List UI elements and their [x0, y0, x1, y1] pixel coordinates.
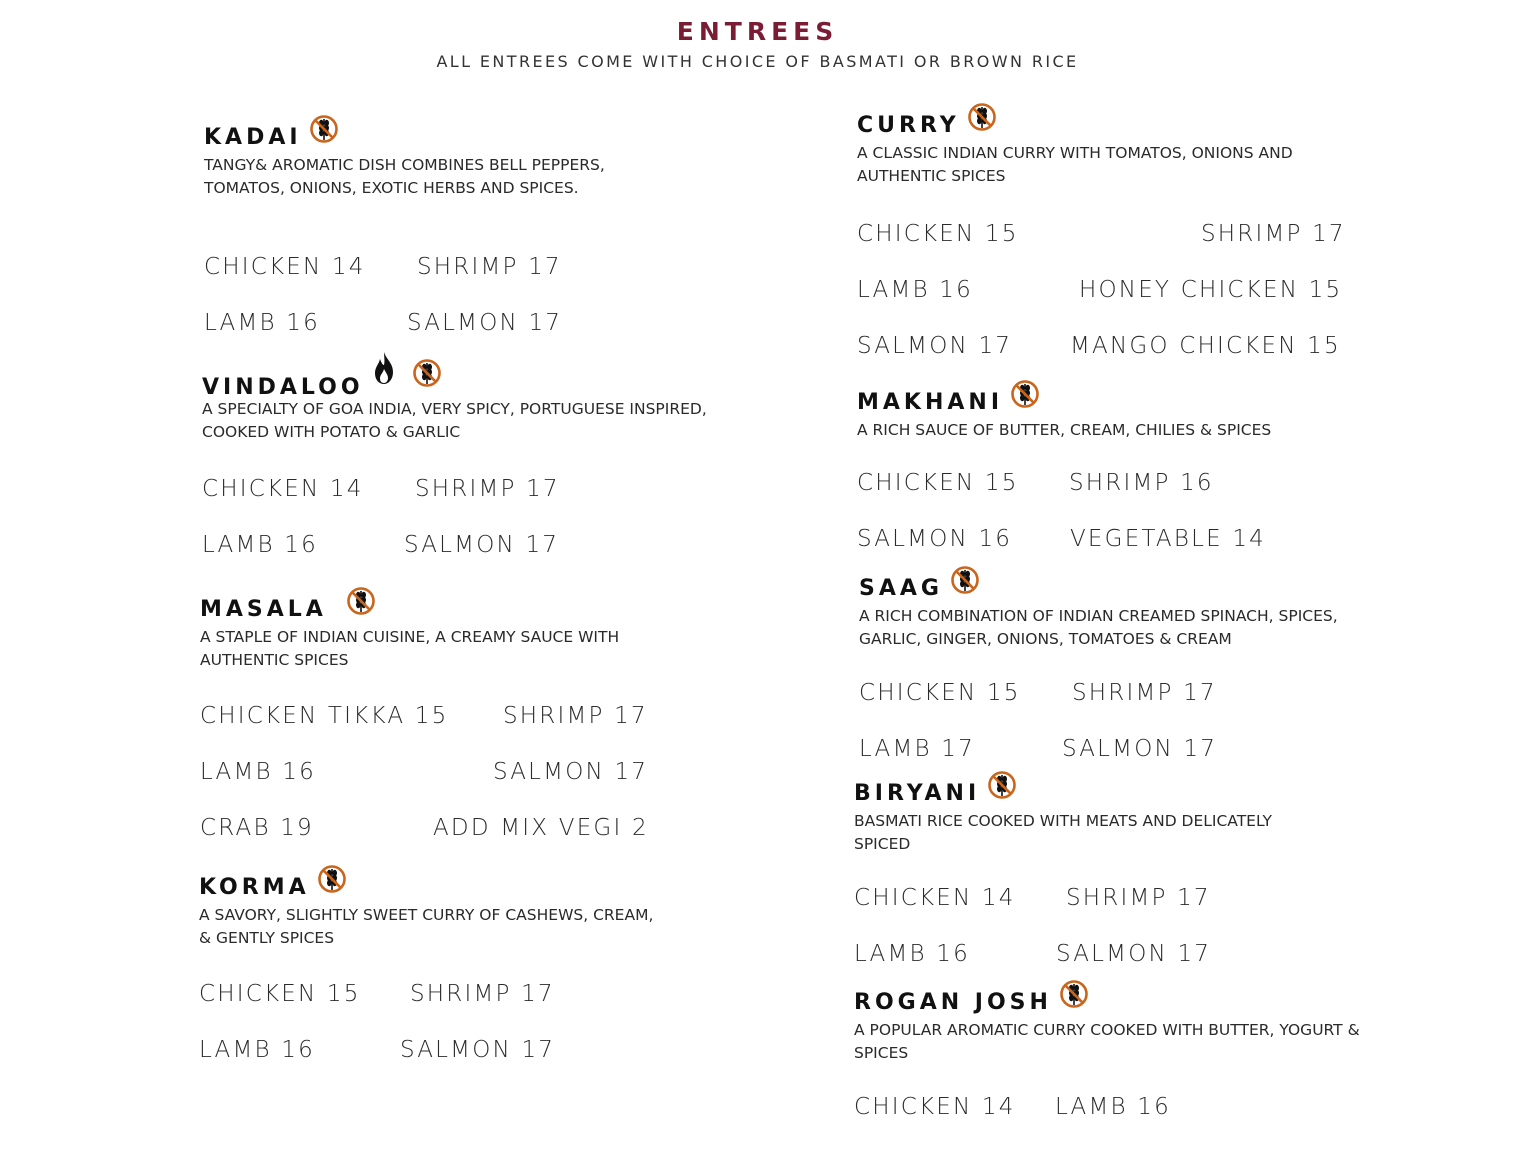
section-title: VINDALOO [202, 375, 364, 400]
menu-item: CHICKEN 14 [854, 1094, 1016, 1120]
menu-item: CHICKEN 15 [859, 680, 1021, 706]
section-korma [199, 870, 659, 950]
menu-item: SHRIMP 17 [503, 703, 648, 729]
section-title: KADAI [204, 125, 302, 150]
menu-item: SHRIMP 17 [1066, 885, 1211, 911]
menu-item: SALMON 17 [1056, 941, 1212, 967]
no-wheat-icon [950, 565, 980, 595]
menu-item: CHICKEN 15 [199, 981, 361, 1007]
section-description: A SAVORY, SLIGHTLY SWEET CURRY OF CASHEWS, CREAM, & GENTLY SPICES [199, 906, 654, 947]
section-saag [859, 571, 1379, 651]
no-wheat-icon [1010, 379, 1040, 409]
section-title: MASALA [200, 597, 327, 622]
section-kadai [204, 120, 624, 200]
menu-item: CHICKEN 15 [857, 470, 1019, 496]
menu-item: SALMON 17 [407, 310, 563, 336]
menu-item: LAMB 16 [857, 277, 973, 303]
menu-item: SALMON 17 [400, 1037, 556, 1063]
menu-item: CRAB 19 [200, 815, 314, 841]
menu-item: SHRIMP 17 [410, 981, 555, 1007]
menu-item: SHRIMP 17 [417, 254, 562, 280]
menu-item: LAMB 16 [202, 532, 318, 558]
no-wheat-icon [346, 586, 376, 616]
section-title: MAKHANI [857, 390, 1004, 415]
menu-item: SALMON 17 [493, 759, 649, 785]
section-title: CURRY [857, 113, 960, 138]
section-description: BASMATI RICE COOKED WITH MEATS AND DELICATELY SPICED [854, 812, 1273, 853]
section-masala [200, 592, 640, 672]
no-wheat-icon [1059, 979, 1089, 1009]
menu-item: SHRIMP 16 [1069, 470, 1214, 496]
no-wheat-icon [309, 114, 339, 144]
section-description: A RICH SAUCE OF BUTTER, CREAM, CHILIES & SPICES [857, 421, 1272, 439]
section-description: A CLASSIC INDIAN CURRY WITH TOMATOS, ONIONS AND AUTHENTIC SPICES [857, 144, 1293, 185]
menu-item: CHICKEN 14 [202, 476, 364, 502]
section-description: A STAPLE OF INDIAN CUISINE, A CREAMY SAUCE WITH AUTHENTIC SPICES [200, 628, 620, 669]
menu-item: CHICKEN 14 [204, 254, 366, 280]
menu-item: LAMB 16 [199, 1037, 315, 1063]
section-biryani [854, 776, 1274, 856]
no-wheat-icon [412, 358, 442, 388]
section-title: KORMA [199, 875, 310, 900]
section-description: A POPULAR AROMATIC CURRY COOKED WITH BUTTER, YOGURT & SPICES [854, 1021, 1360, 1062]
menu-item: SALMON 16 [857, 526, 1013, 552]
section-curry [857, 108, 1377, 188]
section-description: TANGY& AROMATIC DISH COMBINES BELL PEPPERS, TOMATOS, ONIONS, EXOTIC HERBS AND SPICES. [204, 156, 605, 197]
section-description: A SPECIALTY OF GOA INDIA, VERY SPICY, PORTUGUESE INSPIRED, COOKED WITH POTATO & GARLIC [202, 400, 707, 441]
menu-item: SALMON 17 [1062, 736, 1218, 762]
menu-item: ADD MIX VEGI 2 [433, 815, 649, 841]
menu-item: LAMB 16 [854, 941, 970, 967]
menu-item: LAMB 16 [1055, 1094, 1171, 1120]
page-subtitle: ALL ENTREES COME WITH CHOICE OF BASMATI OR BROWN RICE [436, 52, 1079, 71]
menu-item: SALMON 17 [404, 532, 560, 558]
section-title: SAAG [859, 576, 943, 601]
no-wheat-icon [967, 102, 997, 132]
section-rogan-josh [854, 985, 1374, 1065]
menu-item: CHICKEN 14 [854, 885, 1016, 911]
section-title: ROGAN JOSH [854, 990, 1052, 1015]
section-vindaloo [202, 364, 722, 444]
flame-icon [371, 350, 397, 386]
menu-item: LAMB 16 [204, 310, 320, 336]
page-title: ENTREES [676, 17, 839, 46]
menu-item: SALMON 17 [857, 333, 1013, 359]
menu-item: LAMB 16 [200, 759, 316, 785]
menu-item: LAMB 17 [859, 736, 975, 762]
menu-item: MANGO CHICKEN 15 [1070, 333, 1341, 359]
menu-item: HONEY CHICKEN 15 [1079, 277, 1343, 303]
menu-item: CHICKEN 15 [857, 221, 1019, 247]
section-description: A RICH COMBINATION OF INDIAN CREAMED SPINACH, SPICES, GARLIC, GINGER, ONIONS, TOMATOES & CREAM [859, 607, 1338, 648]
menu-item: VEGETABLE 14 [1070, 526, 1267, 552]
no-wheat-icon [317, 864, 347, 894]
menu-item: SHRIMP 17 [415, 476, 560, 502]
menu-item: SHRIMP 17 [1201, 221, 1346, 247]
menu-item: CHICKEN TIKKA 15 [200, 703, 449, 729]
no-wheat-icon [987, 770, 1017, 800]
section-title: BIRYANI [854, 781, 981, 806]
menu-item: SHRIMP 17 [1072, 680, 1217, 706]
section-makhani [857, 385, 1377, 442]
